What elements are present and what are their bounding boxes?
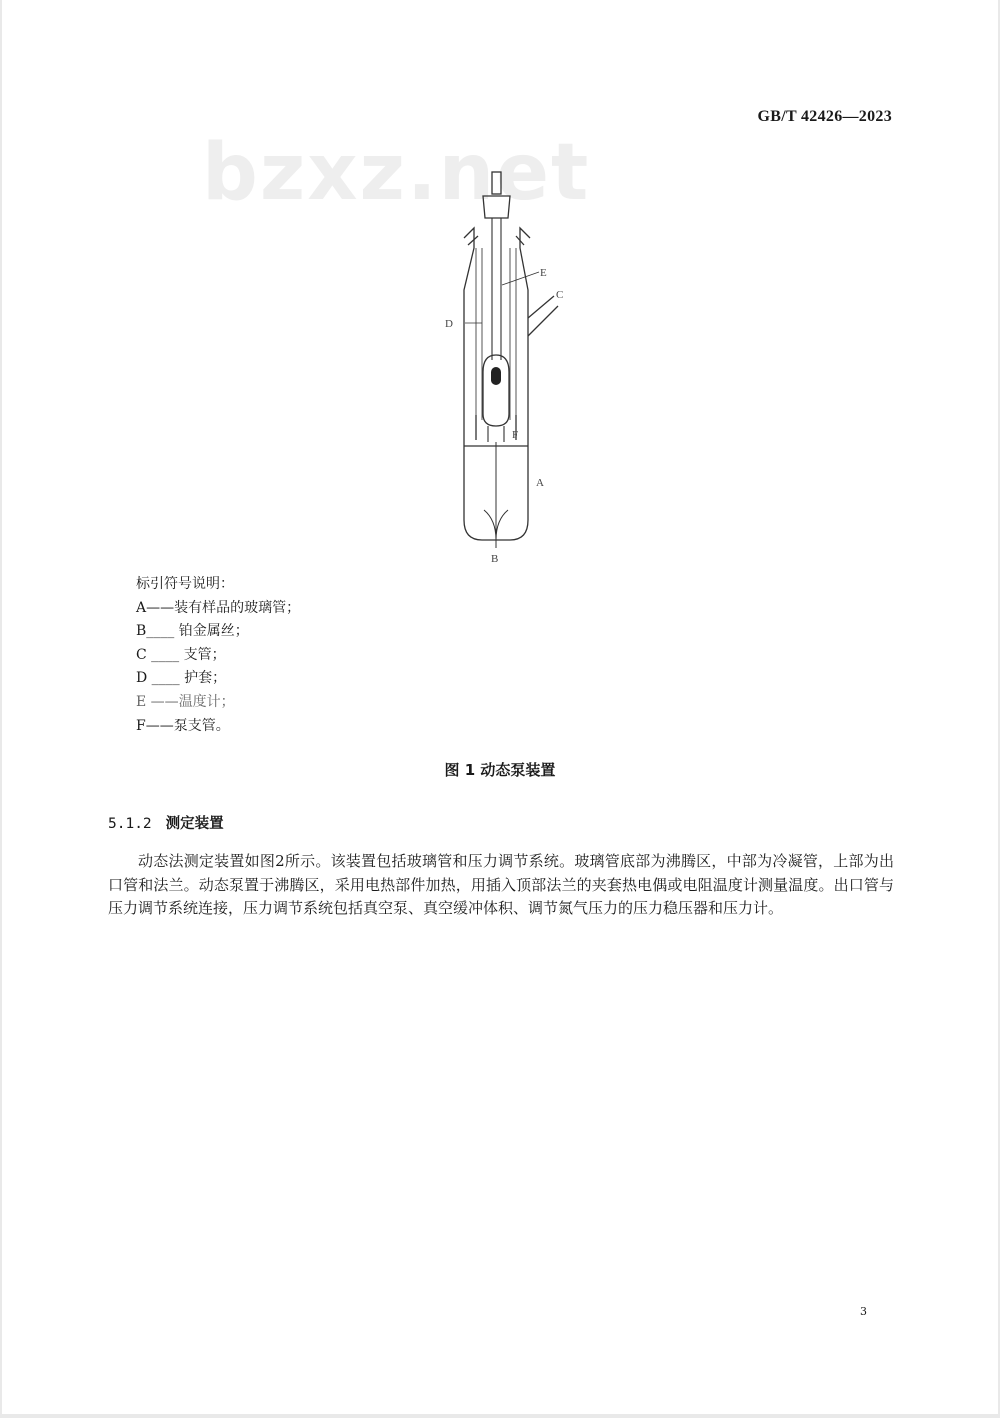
label-F: F [512, 429, 519, 441]
page-number: 3 [860, 1305, 867, 1318]
legend-item-f: F——泵支管。 [136, 717, 230, 734]
label-D: D [445, 318, 453, 330]
label-B: B [491, 553, 499, 565]
watermark: bzxz.net [202, 128, 591, 218]
top-flange [483, 196, 510, 218]
section-title: 测定装置 [165, 816, 224, 832]
label-A: A [536, 477, 544, 489]
pump-bulb [483, 355, 509, 426]
legend-item-a: A——装有样品的玻璃管； [136, 599, 301, 616]
legend-item-e: E ——温度计； [136, 693, 235, 710]
figure-legend [136, 573, 300, 738]
thermometer-top [492, 172, 501, 194]
section-heading [108, 812, 224, 833]
legend-item-b: B____ 铂金属丝； [136, 623, 249, 640]
document-page [2, 0, 998, 1414]
label-E: E [540, 267, 547, 279]
dynamic-pump-diagram [2, 0, 998, 570]
standard-number: GB/T 42426—2023 [757, 108, 892, 125]
legend-title: 标引符号说明： [136, 576, 234, 592]
side-branch [528, 296, 558, 336]
section-number: 5.1.2 [108, 816, 152, 832]
label-C: C [556, 289, 564, 301]
legend-item-c: C ____ 支管； [136, 646, 226, 663]
legend-item-d: D ____ 护套； [136, 670, 227, 687]
section-paragraph: 动态法测定装置如图2所示。该装置包括玻璃管和压力调节系统。玻璃管底部为沸腾区，中部为冷凝管，上部为出口管和法兰。动态泵置于沸腾区，采用电热部件加热，用插入顶部法兰的夹套热电偶或电阻温度计测量温度。出口管与压力调节系统连接，压力调节系统包括真空泵、真空缓冲体积、调节氮气压力的压力稳压器和压力计。 [108, 852, 894, 917]
figure-caption: 图 1 动态泵装置 [444, 761, 556, 779]
